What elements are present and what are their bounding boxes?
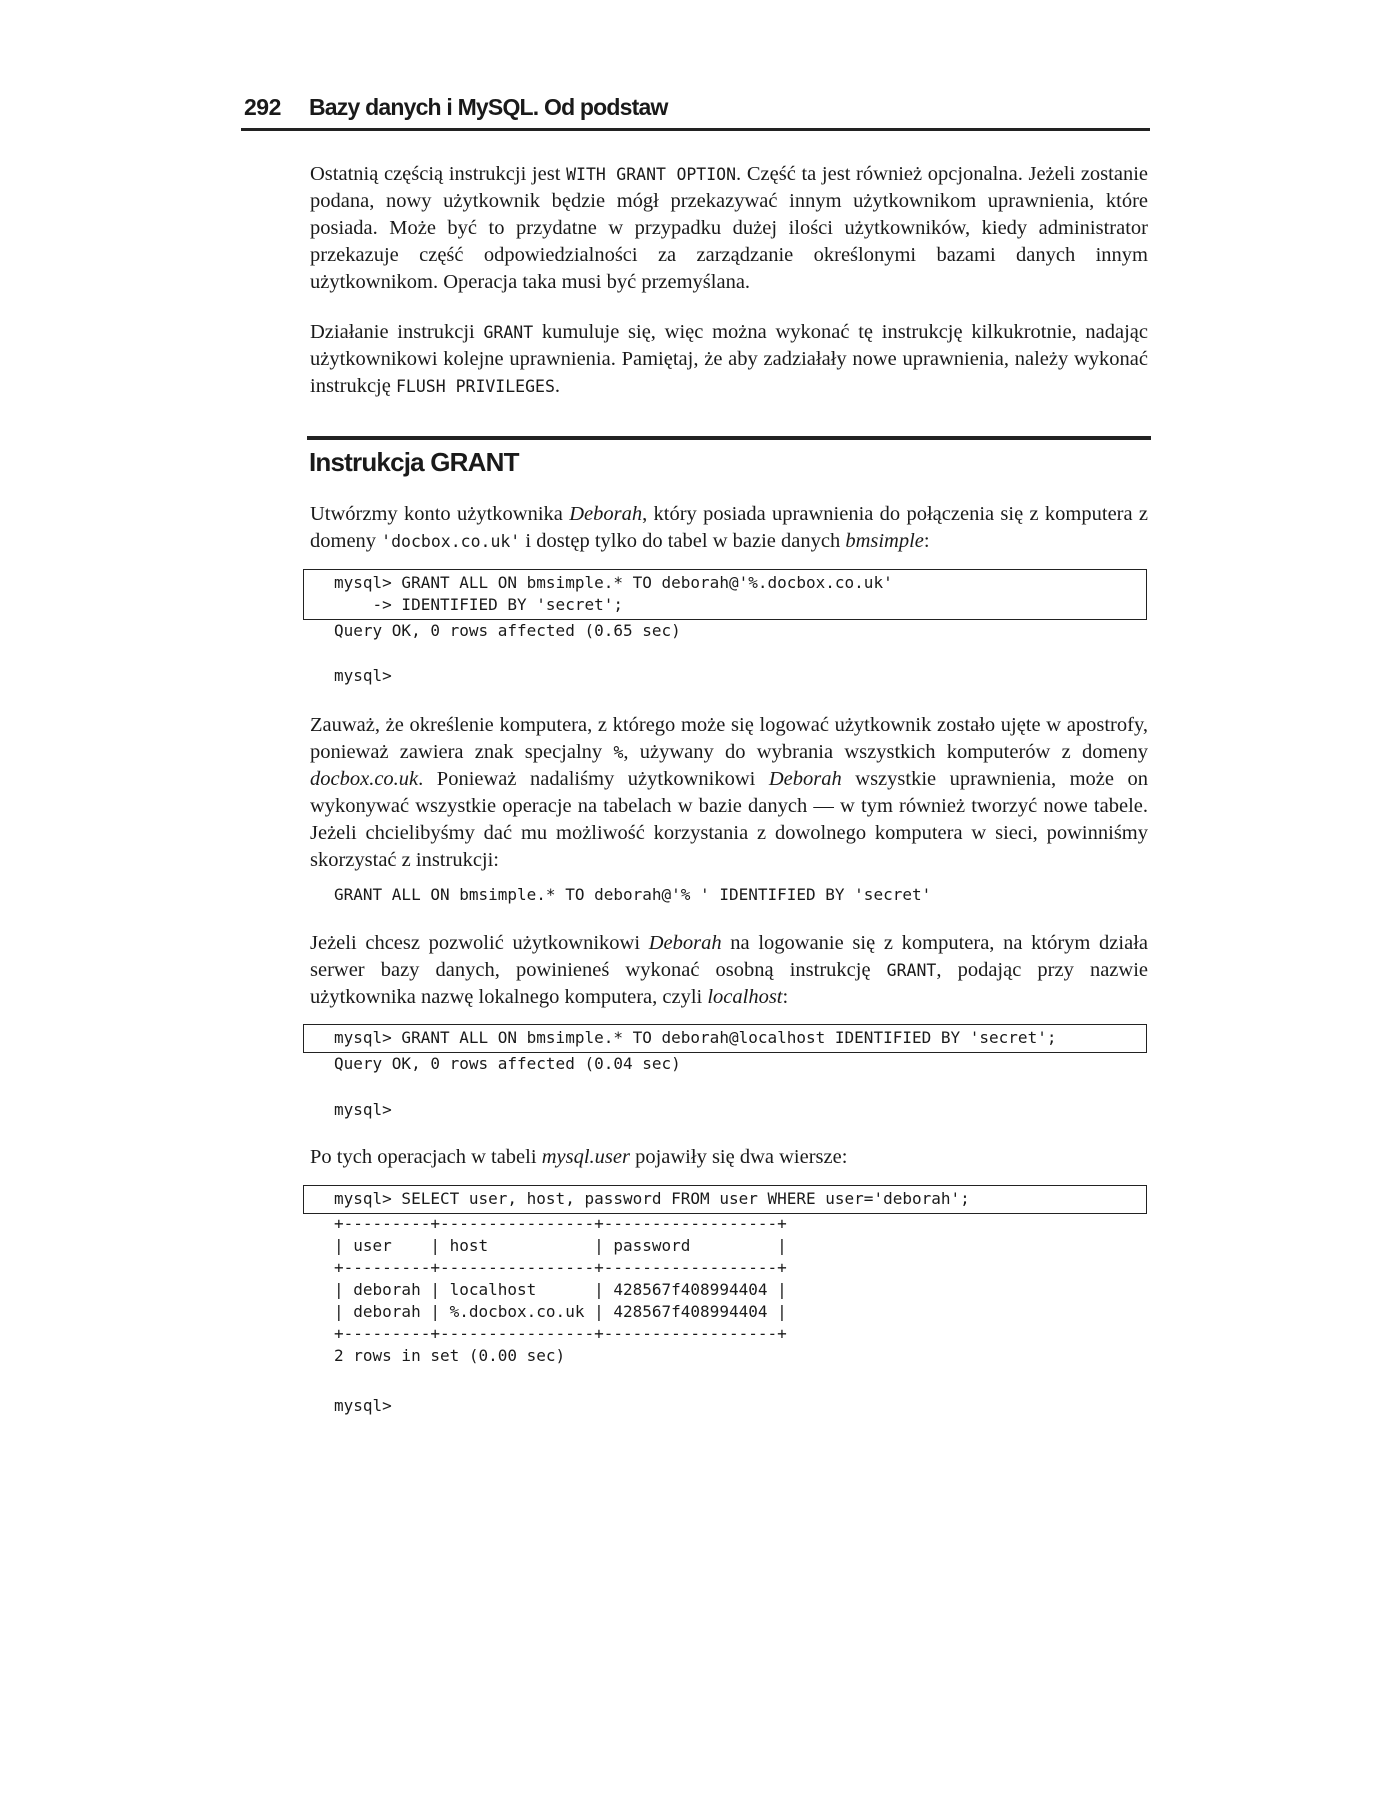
code-result: Query OK, 0 rows affected (0.04 sec) xyxy=(334,1054,681,1073)
code-prompt: mysql> xyxy=(334,1396,392,1415)
inline-code: % xyxy=(613,743,624,762)
inline-code: WITH GRANT OPTION xyxy=(566,165,737,184)
running-title: Bazy danych i MySQL. Od podstaw xyxy=(309,94,668,120)
code-prompt: mysql> xyxy=(334,666,392,685)
inline-code: GRANT xyxy=(483,323,534,342)
running-header xyxy=(241,92,1150,131)
section-rule xyxy=(307,436,1151,440)
inline-code: 'docbox.co.uk' xyxy=(381,532,521,551)
section-title: Instrukcja GRANT xyxy=(309,447,519,477)
code-line: mysql> GRANT ALL ON bmsimple.* TO deborah@localhost IDENTIFIED BY 'secret'; xyxy=(334,1028,1057,1047)
inline-code: FLUSH PRIVILEGES xyxy=(395,377,555,396)
paragraph-two-rows: Po tych operacjach w tabeli mysql.user pojawiły się dwa wiersze: xyxy=(310,1146,848,1168)
paragraph-grant-cumulative: Działanie instrukcji GRANT kumuluje się, więc można wykonać tę instrukcję kilkukrotnie, nadając użytkownikowi kolejne uprawnienia. Pamiętaj, że aby zadziałały nowe uprawnienia, należy wykonać instrukcję FLUSH PRIVILEGES. xyxy=(310,321,1148,397)
code-query-output: +---------+----------------+------------------+ | user | host | password | +---------+----------------+------------------+ | deborah | localhost | 428567f408994404 | | deborah | %.docbox.co.uk | 428567f408994404 | +---------+----------------+------------------+ 2 rows in set (0.00 sec) xyxy=(334,1214,787,1365)
code-result: Query OK, 0 rows affected (0.65 sec) xyxy=(334,621,681,640)
page-number: 292 xyxy=(244,94,281,120)
code-line: -> IDENTIFIED BY 'secret'; xyxy=(334,595,623,614)
paragraph-host-quoting: Zauważ, że określenie komputera, z którego może się logować użytkownik zostało ujęte w apostrofy, ponieważ zawiera znak specjalny %, używany do wybrania wszystkich komputerów z domeny docbox.co.uk. Ponieważ nadaliśmy użytkownikowi Deborah wszystkie uprawnienia, może on wykonywać wszystkie operacje na tabelach w bazie danych — w tym również tworzyć nowe tabele. Jeżeli chcielibyśmy dać mu możliwość korzystania z dowolnego komputera w sieci, powinniśmy skorzystać z instrukcji: xyxy=(310,714,1149,871)
paragraph-create-account: Utwórzmy konto użytkownika Deborah, który posiada uprawnienia do połączenia się z komputera z domeny 'docbox.co.uk' i dostęp tylko do tabel w bazie danych bmsimple: xyxy=(310,503,1149,552)
inline-code: GRANT xyxy=(886,961,937,980)
code-line: mysql> GRANT ALL ON bmsimple.* TO deborah@'%.docbox.co.uk' xyxy=(334,573,893,592)
paragraph-with-grant-option: Ostatnią częścią instrukcji jest WITH GRANT OPTION. Część ta jest również opcjonalna. Jeżeli zostanie podana, nowy użytkownik będzie mógł przekazywać innym użytkownikom uprawnienia, które posiada. Może być to przydatne w przypadku dużej ilości użytkowników, kiedy administrator przekazuje część odpowiedzialności za zarządzanie określonymi bazami danych innym użytkownikom. Operacja taka musi być przemyślana. xyxy=(310,163,1148,293)
code-line: mysql> SELECT user, host, password FROM user WHERE user='deborah'; xyxy=(334,1189,970,1208)
paragraph-localhost: Jeżeli chcesz pozwolić użytkownikowi Deborah na logowanie się z komputera, na którym działa serwer bazy danych, powinieneś wykonać osobną instrukcję GRANT, podając przy nazwie użytkownika nazwę lokalnego komputera, czyli localhost: xyxy=(310,932,1148,1008)
code-line: GRANT ALL ON bmsimple.* TO deborah@'% ' IDENTIFIED BY 'secret' xyxy=(334,885,932,904)
code-prompt: mysql> xyxy=(334,1100,392,1119)
